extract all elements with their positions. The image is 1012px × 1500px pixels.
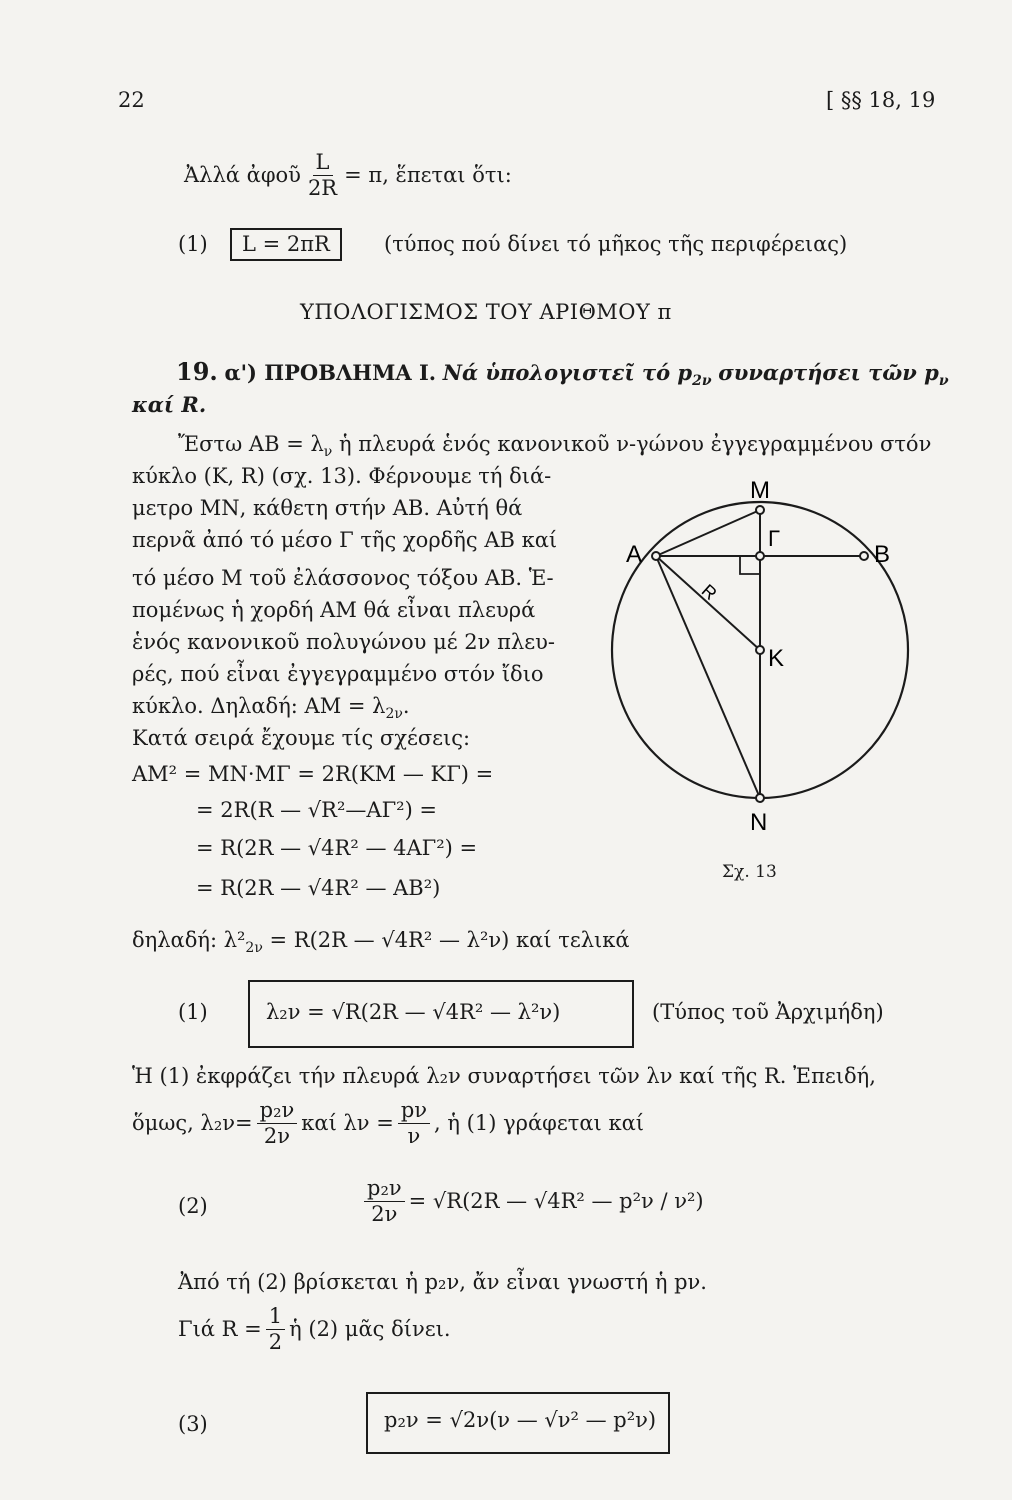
intro-suffix: = π, ἕπεται ὅτι: (344, 162, 512, 187)
label-k: K (768, 645, 785, 672)
point-a (652, 552, 660, 560)
intro-frac-num: L (313, 152, 333, 176)
body-line-2: κύκλο (Κ, R) (σχ. 13). Φέρνουμε τή διά- (132, 464, 552, 488)
para2-line-1: Ἡ (1) ἐκφράζει τήν πλευρά λ₂ν συναρτήσει τῶν λν καί τῆς R. Ἐπειδή, (132, 1064, 876, 1088)
formula-arch-label: (1) (178, 1000, 208, 1024)
para4-num: 1 (266, 1306, 285, 1330)
para3: Ἀπό τή (2) βρίσκεται ἡ p₂ν, ἄν εἶναι γνωστή ἡ pν. (178, 1270, 707, 1294)
formula-2-label: (2) (178, 1194, 208, 1218)
formula-2 (360, 1178, 704, 1225)
problem-text-1: Νά ὑπολογιστεῖ τό p (442, 360, 693, 385)
intro-fraction (305, 152, 340, 199)
para2-b: καί λν = (301, 1110, 394, 1135)
intro-frac-den: 2R (307, 176, 338, 200)
para2-frac1-num: p₂ν (257, 1100, 298, 1124)
label-b: B (874, 541, 891, 568)
label-n: N (750, 809, 768, 830)
body-line-7: ἑνός κανονικοῦ πολυγώνου μέ 2ν πλευ- (132, 630, 555, 654)
point-b (860, 552, 868, 560)
formula-2-lhs (364, 1178, 405, 1225)
para2-a: ὅμως, λ₂ν= (132, 1110, 253, 1135)
para2-frac2-den: ν (407, 1124, 421, 1148)
body-line-4: περνᾶ ἀπό τό μέσο Γ τῆς χορδῆς ΑΒ καί (132, 528, 558, 552)
para2-frac-2 (398, 1100, 430, 1147)
formula-2-lhs-den: 2ν (371, 1202, 398, 1226)
para4-prefix: Γιά R = (178, 1316, 262, 1341)
para2-frac-1 (257, 1100, 298, 1147)
formula-1-label: (1) (178, 232, 208, 256)
problem-sub-2v: 2ν (692, 373, 712, 390)
para2-line-2 (132, 1100, 644, 1147)
point-n (756, 794, 764, 802)
point-m (756, 506, 764, 514)
equation-4: = R(2R — √4R² — ΑΒ²) (196, 876, 441, 900)
body-line-6: πομένως ἡ χορδή ΑΜ θά εἶναι πλευρά (132, 598, 536, 622)
label-a: A (626, 541, 643, 568)
equation-1: ΑΜ² = ΜΝ·ΜΓ = 2R(ΚΜ — ΚΓ) = (132, 762, 494, 786)
body-line-10: Κατά σειρά ἔχουμε τίς σχέσεις: (132, 726, 471, 750)
dilad-sub: 2ν (245, 940, 263, 957)
formula-3-box: p₂ν = √2ν(ν — √ν² — p²ν) (384, 1408, 657, 1432)
point-g (756, 552, 764, 560)
dilad-line (132, 928, 630, 957)
formula-arch-note: (Τύπος τοῦ Ἀρχιμήδη) (652, 1000, 884, 1024)
chord-am (656, 510, 760, 556)
body-l9-a: κύκλο. Δηλαδή: ΑΜ = λ (132, 694, 386, 718)
figure-caption: Σχ. 13 (722, 862, 777, 882)
formula-1-box: L = 2πR (230, 228, 342, 261)
dilad-prefix: δηλαδή: λ² (132, 928, 246, 952)
problem-text-2: συναρτήσει τῶν p (718, 360, 939, 385)
equation-2: = 2R(R — √R²—ΑΓ²) = (196, 798, 438, 822)
para4 (178, 1306, 451, 1353)
label-r: R (697, 580, 721, 604)
section-reference: [ §§ 18, 19 (826, 88, 936, 112)
formula-arch-box: λ₂ν = √R(2R — √4R² — λ²ν) (266, 1000, 561, 1024)
body-line-1 (178, 432, 931, 461)
formula-1-note: (τύπος πού δίνει τό μῆκος τῆς περιφέρειας) (384, 232, 848, 256)
problem-line (176, 358, 949, 390)
equation-3: = R(2R — √4R² — 4ΑΓ²) = (196, 836, 478, 860)
body-l1-sub: ν (323, 444, 333, 461)
body-line-5: τό μέσο Μ τοῦ ἐλάσσονος τόξου ΑΒ. Ἑ- (132, 566, 554, 590)
para2-frac2-num: pν (398, 1100, 430, 1124)
body-line-3: μετρο ΜΝ, κάθετη στήν ΑΒ. Αὐτή θά (132, 496, 523, 520)
body-line-9: κύκλο. Δηλαδή: $AM = \lambda_{2\nu}$. (132, 694, 410, 723)
formula-3-label: (3) (178, 1412, 208, 1436)
label-m: M (750, 477, 770, 504)
para4-frac (266, 1306, 285, 1353)
para2-frac1-den: 2ν (263, 1124, 291, 1148)
point-k (756, 646, 764, 654)
body-line-8: ρές, πού εἶναι ἐγγεγραμμένο στόν ἴδιο (132, 662, 544, 686)
section-heading: ΥΠΟΛΟΓΙΣΜΟΣ ΤΟΥ ΑΡΙΘΜΟΥ π (300, 300, 672, 324)
page-number: 22 (118, 88, 145, 112)
body-l1-a: Ἔστω ΑΒ = λ (178, 432, 324, 456)
body-l9-sub: 2ν (385, 706, 403, 723)
formula-2-lhs-num: p₂ν (364, 1178, 405, 1202)
problem-sub-v: ν (938, 373, 949, 390)
para2-c: , ἡ (1) γράφεται καί (434, 1110, 644, 1135)
problem-line-2: καί R. (132, 392, 207, 417)
intro-prefix: Ἀλλά ἀφοῦ (184, 162, 301, 187)
body-l1-b: ἡ πλευρά ἑνός κανονικοῦ ν-γώνου ἐγγεγραμμένου στόν (338, 432, 932, 456)
formula-2-body: = √R(2R — √4R² — p²ν / ν²) (408, 1188, 704, 1213)
problem-number: 19. (176, 357, 218, 386)
intro-line (184, 152, 512, 199)
para4-den: 2 (268, 1330, 283, 1354)
dilad-rest: = R(2R — √4R² — λ²ν) καί τελικά (269, 928, 630, 952)
para4-suffix: ἡ (2) μᾶς δίνει. (289, 1316, 451, 1341)
label-g: Γ (768, 526, 781, 551)
problem-label: α') ΠΡΟΒΛΗΜΑ Ι. (224, 360, 437, 385)
figure-13 (600, 470, 920, 830)
